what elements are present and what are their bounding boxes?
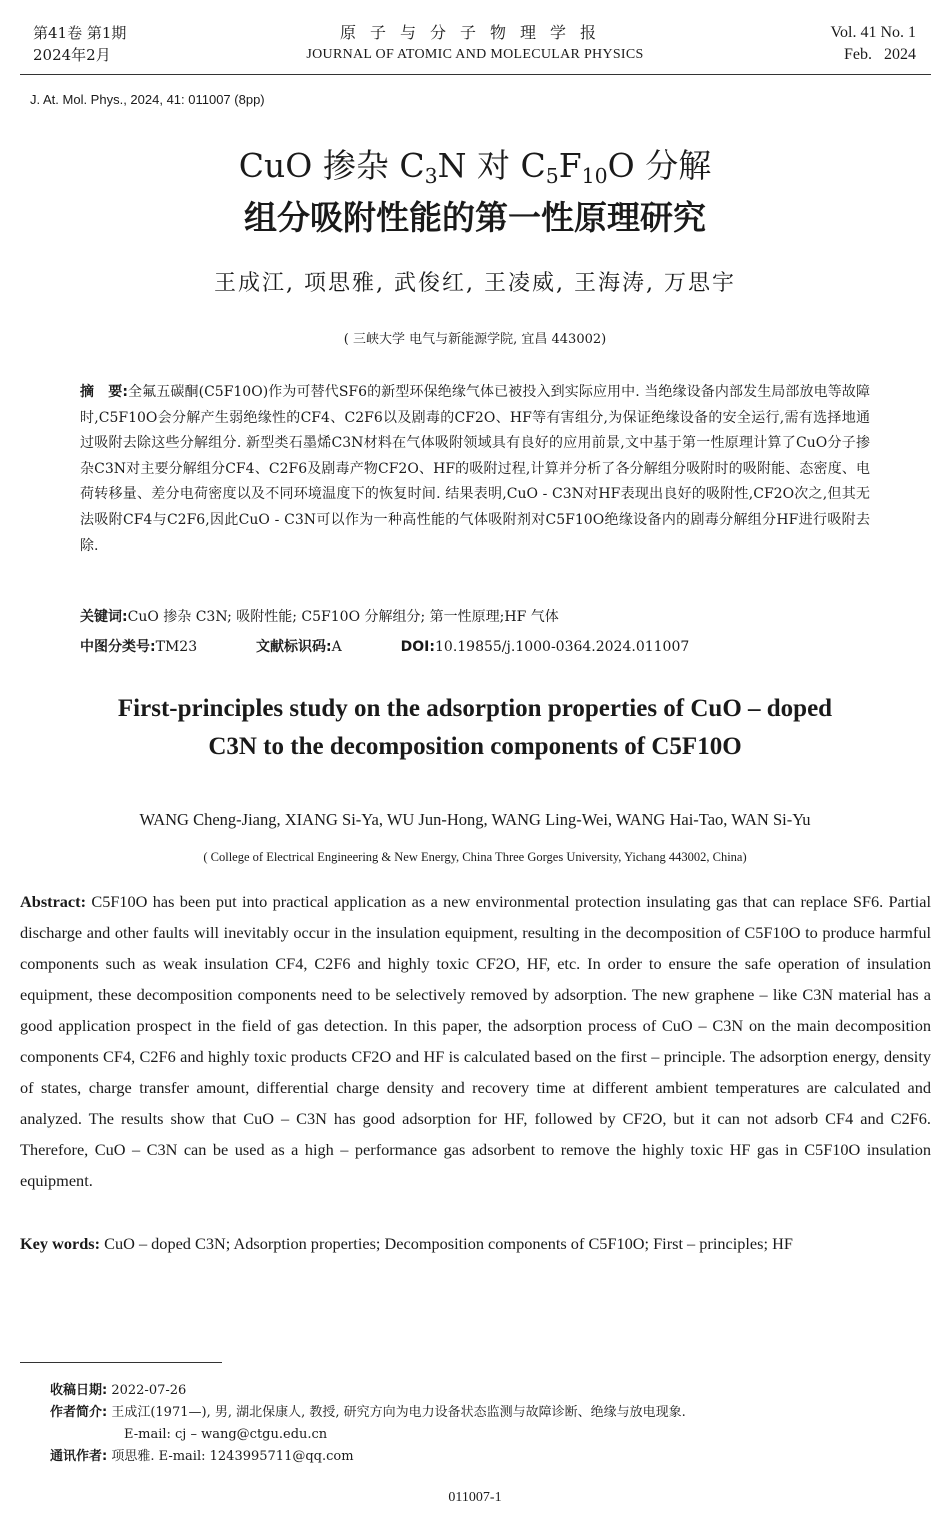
- footnote-bio-email[interactable]: E-mail: cj – wang@ctgu.edu.cn: [124, 1427, 328, 1442]
- abstract-cn-text: 全氟五碳酮(C5F10O)作为可替代SF6的新型环保绝缘气体已被投入到实际应用中. 当绝缘设备内部发生局部放电等故障时,C5F10O会分解产生弱绝缘性的CF4、C2F6以及剧毒的CF2O、HF等有害组分,为保证绝缘设备的安全运行,需有选择地通过吸附去除这些分解组分. 新型类石墨烯C3N材料在气体吸附领域具有良好的应用前景,文中基于第一性原理计算了CuO分子掺杂C3N对主要分解组分CF4、C2F6及剧毒产物CF2O、HF的吸附过程,计算并分析了各分解组分吸附时的吸附能、态密度、电荷转移量、差分电荷密度以及不同环境温度下的恢复时间. 结果表明,CuO - C3N对HF表现出良好的吸附性,CF2O次之,但其无法吸附CF4与C2F6,因此CuO - C3N可以作为一种高性能的气体吸附剂对C5F10O绝缘设备内的剧毒分解组分HF进行吸附去除.: [80, 384, 870, 554]
- affiliation-cn: ( 三峡大学 电气与新能源学院, 宜昌 443002): [343, 332, 607, 347]
- title-cn-line2: 组分吸附性能的第一性原理研究: [244, 198, 706, 237]
- footnote-received: [50, 1380, 910, 1402]
- footnote-rule: [20, 1362, 222, 1363]
- title-cn: [0, 140, 950, 244]
- title-cn-line1: CuO 掺杂 $C_3N$ 对 $C_5F_{10}O$ 分解: [238, 146, 712, 189]
- header-center: [0, 22, 950, 66]
- affiliation-en: ( College of Electrical Engineering & New Energy, China Three Gorges University, Yichang 443002, China): [203, 850, 747, 864]
- keywords-en-label: Key words:: [20, 1234, 101, 1253]
- bio-label: 作者简介:: [50, 1405, 108, 1420]
- date-en: Feb. 2024: [844, 46, 916, 63]
- bio-value: 王成江(1971—), 男, 湖北保康人, 教授, 研究方向为电力设备状态监测与故障诊断、绝缘与放电现象.: [111, 1405, 686, 1420]
- doccode-label: 文献标识码:: [256, 639, 332, 655]
- clc-label: 中图分类号:: [80, 639, 156, 655]
- received-value: 2022-07-26: [111, 1383, 187, 1398]
- abstract-cn-label: 摘 要:: [80, 384, 128, 400]
- journal-title-en: JOURNAL OF ATOMIC AND MOLECULAR PHYSICS: [306, 47, 644, 62]
- citation: J. At. Mol. Phys., 2024, 41: 011007 (8pp): [30, 92, 265, 107]
- footnote-corresponding: [50, 1446, 910, 1468]
- abstract-en: [20, 886, 931, 1196]
- header-right: [831, 22, 917, 66]
- received-label: 收稿日期:: [50, 1383, 108, 1398]
- abstract-cn: [80, 380, 870, 559]
- volume-cn: 第41卷 第1期: [33, 24, 127, 42]
- abstract-en-label: Abstract:: [20, 892, 87, 911]
- authors-cn: 王成江, 项思雅, 武俊红, 王凌威, 王海涛, 万思宇: [214, 271, 736, 296]
- keywords-cn-text: CuO 掺杂 C3N; 吸附性能; C5F10O 分解组分; 第一性原理;HF 气体: [127, 609, 559, 625]
- abstract-en-text: C5F10O has been put into practical application as a new environmental protection insulating gas that can replace SF6. Partial discharge and other faults will inevitably occur in the insulation equipment, resulting in the decomposition of C5F10O to produce harmful components such as weak insulation CF4, C2F6 and highly toxic CF2O, HF, etc. In order to ensure the safe operation of insulation equipment, these decomposition components need to be selectively removed by adsorption. The new graphene – like C3N material has a good application prospect in the field of gas detection. In this paper, the adsorption process of CuO – C3N on the main decomposition components CF4, C2F6 and highly toxic products CF2O and HF is calculated based on the first – principle. The adsorption energy, density of states, charge transfer amount, differential charge density and recovery time at different ambient temperatures are calculated and analyzed. The results show that CuO – C3N has good adsorption for HF, followed by CF2O, but it can not adsorb CF4 and C2F6. Therefore, CuO – C3N can be used as a high – performance gas adsorbent to remove the highly toxic HF gas in C5F10O insulation equipment.: [20, 892, 931, 1190]
- keywords-cn: [80, 606, 870, 628]
- title-en-line1: First-principles study on the adsorption properties of CuO – doped: [117, 695, 833, 722]
- doccode-value: A: [331, 639, 342, 655]
- clc-value: TM23: [155, 639, 198, 655]
- corr-value: 项思雅. E-mail: 1243995711@qq.com: [111, 1449, 354, 1464]
- authors-en: WANG Cheng-Jiang, XIANG Si-Ya, WU Jun-Hong, WANG Ling-Wei, WANG Hai-Tao, WAN Si-Yu: [139, 810, 811, 829]
- footnote-bio: [50, 1402, 910, 1424]
- title-en: [40, 690, 910, 766]
- keywords-cn-label: 关键词:: [80, 609, 128, 625]
- journal-title-cn: 原子与分子物理学报: [339, 23, 610, 42]
- doi-label: DOI:: [400, 639, 435, 655]
- keywords-en: [20, 1228, 931, 1259]
- doi-value[interactable]: 10.19855/j.1000-0364.2024.011007: [435, 639, 690, 655]
- corr-label: 通讯作者:: [50, 1449, 108, 1464]
- title-en-line2: C3N to the decomposition components of C5F10O: [208, 733, 742, 760]
- date-cn: 2024年2月: [33, 46, 111, 64]
- page-number: 011007-1: [448, 1490, 502, 1505]
- classification-line: [80, 636, 689, 658]
- header-rule: [20, 74, 931, 75]
- keywords-en-text: CuO – doped C3N; Adsorption properties; Decomposition components of C5F10O; First – principles; HF: [104, 1234, 793, 1253]
- volume-en: Vol. 41 No. 1: [830, 24, 916, 41]
